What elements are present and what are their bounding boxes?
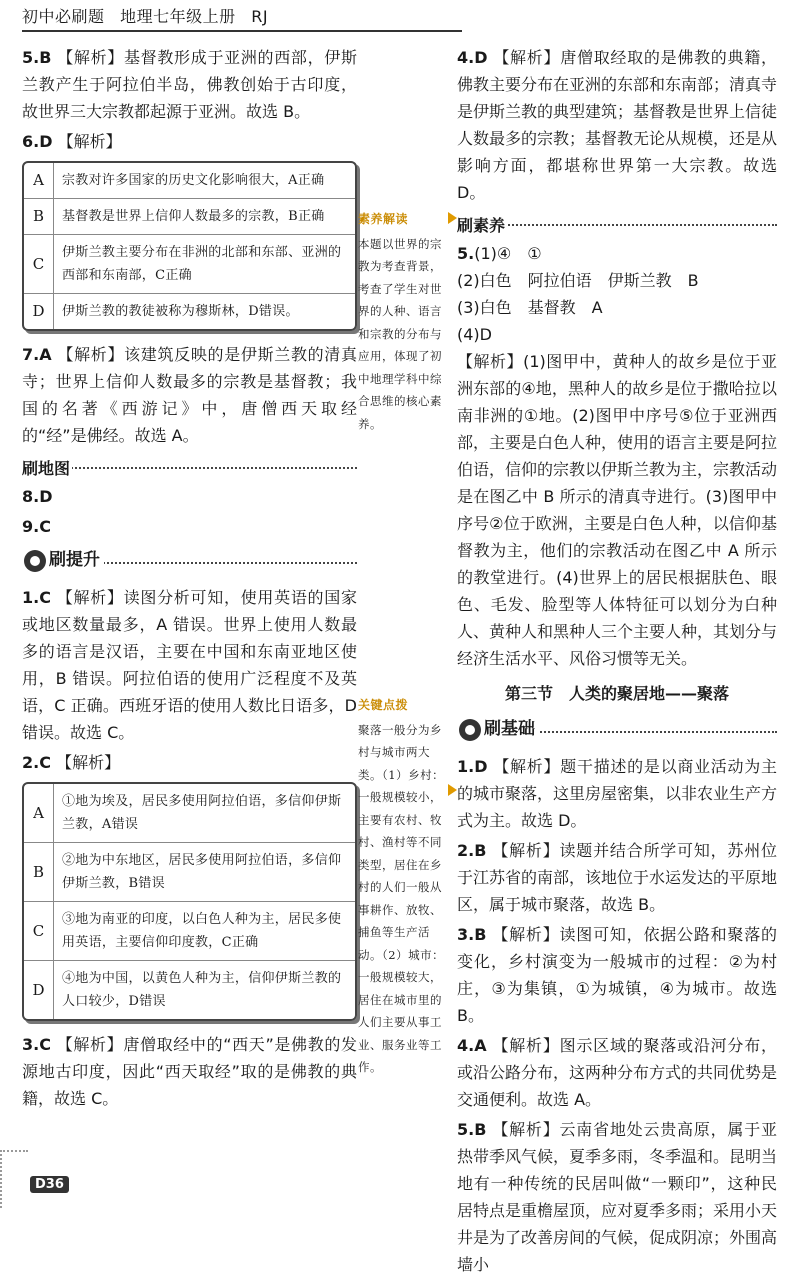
answer-item: 5.B 【解析】云南省地处云贵高原，属于亚热带季风气候，夏季多雨，冬季温和。昆明当地有一种传统的民居叫做“一颗印”，这种民居特点是重檐屋顶，应对夏季多雨；采用小天井是为了改善房间的气候，促成阴凉；外围高墙小	[457, 1120, 778, 1274]
answer-item: 3.B 【解析】读图可知，依据公路和聚落的变化，乡村演变为一般城市的过程：②为村庄，③为集镇，①为城镇，④为城市。故选 B。	[457, 925, 777, 1025]
section-banner: 刷基础	[457, 715, 777, 747]
page-header	[22, 4, 278, 30]
answer-item: 5.B 【解析】基督教形成于亚洲的西部，伊斯兰教产生于阿拉伯半岛，佛教创始于古印度，故世界三大宗教都起源于亚洲。故选 B。	[22, 48, 357, 121]
table-row: C 伊斯兰教主要分布在非洲的北部和东部、亚洲的西部和东南部，C正确	[24, 235, 355, 294]
answer-item: 4.D 【解析】唐僧取经取的是佛教的典籍，佛教主要分布在亚洲的东部和东南部；清真寺是伊斯兰教的典型建筑；基督教是世界上信徒人数最多的宗教；基督教无论从规模，还是从影响方面，都堪称世界第一大宗教。故选 D。	[457, 48, 778, 202]
header-rule	[22, 30, 462, 32]
left-column	[22, 44, 357, 1115]
edition: RJ	[251, 7, 269, 26]
section-title: 第三节 人类的聚居地——聚落	[504, 684, 729, 703]
book-title: 初中必刷题	[22, 7, 105, 26]
answer-item: 3.C 【解析】唐僧取经中的“西天”是佛教的发源地古印度，因此“西天取经”取的是佛教的典籍，故选 C。	[22, 1035, 357, 1108]
answer-item: 6.D 【解析】	[22, 132, 122, 151]
answer-item: 7.A 【解析】该建筑反映的是伊斯兰教的清真寺；世界上信仰人数最多的宗教是基督教；我国的名著《西游记》中，唐僧西天取经的“经”是佛经。故选 A。	[22, 345, 357, 445]
answer-item: 1.C 【解析】读图分析可知，使用英语的国家或地区数量最多，A 错误。世界上使用人数最多的语言是汉语，主要在中国和东南亚地区使用，B 错误。阿拉伯语的使用广泛程度不及英语，C 正确。西班牙语的使用人数比日语多，D 错误。故选 C。	[22, 588, 357, 742]
answer-item: 1.D 【解析】题干描述的是以商业活动为主的城市聚落，这里房屋密集，以非农业生产方式为主。故选 D。	[457, 757, 778, 830]
brush-icon	[459, 719, 481, 741]
table-row: D ④地为中国，以黄色人种为主，信仰伊斯兰教的人口较少，D错误	[24, 961, 355, 1019]
answer-item: 8.D	[22, 487, 53, 506]
table-row: C ③地为南亚的印度，以白色人种为主，居民多使用英语，主要信仰印度教，C正确	[24, 902, 355, 961]
answer-item: 2.B 【解析】读题并结合所学可知，苏州位于江苏省的南部，该地位于水运发达的平原地区，属于城市聚落，故选 B。	[457, 841, 778, 914]
answer-item: 4.A 【解析】图示区域的聚落或沿河分布，或沿公路分布，这两种分布方式的共同优势是交通便利。故选 A。	[457, 1036, 778, 1109]
pointer-arrow-icon	[448, 212, 457, 224]
brush-icon	[24, 550, 46, 572]
analysis-table	[22, 782, 357, 1021]
table-row: B 基督教是世界上信仰人数最多的宗教，B正确	[24, 199, 355, 235]
right-column	[457, 44, 777, 1281]
section-heading: 刷素养	[457, 212, 777, 236]
explanation: 【解析】(1)图甲中，黄种人的故乡是位于亚洲东部的④地，黑种人的故乡是位于撒哈拉以南非洲的①地。(2)图甲中序号⑤位于亚洲西部，主要是白色人种，使用的语言主要是阿拉伯语，信仰的宗教以伊斯兰教为主，宗教活动是在图乙中 B 所示的清真寺进行。(3)图甲中序号②位于欧洲，主要是白色人种，以信仰基督教为主，他们的宗教活动在图乙中 A 所示的教堂进行。(4)世界上的居民根据肤色、眼色、毛发、脸型等人体特征可以划分为白种人、黄种人和黑种人三个主要人种，其划分与经济生活水平、风俗习惯等无关。	[457, 352, 778, 668]
pointer-arrow-icon	[448, 784, 457, 796]
analysis-table	[22, 161, 357, 331]
section-heading: 刷地图	[22, 455, 357, 479]
table-row: A ①地为埃及，居民多使用阿拉伯语，多信仰伊斯兰教，A错误	[24, 784, 355, 843]
corner-decoration	[0, 1150, 28, 1208]
answer-item: 9.C	[22, 517, 51, 536]
page-number: D36	[30, 1176, 69, 1193]
literacy-note: 素养解读 本题以世界的宗教为考查背景，考查了学生对世界的人种、语言和宗教的分布与应用，体现了初中地理学科中综合思维的核心素养。	[358, 212, 442, 431]
table-row: A 宗教对许多国家的历史文化影响很大，A正确	[24, 163, 355, 199]
answer-item: 2.C 【解析】	[22, 753, 121, 772]
subject-title: 地理七年级上册	[120, 7, 236, 26]
answer-item: 5.(1)④ ① (2)白色 阿拉伯语 伊斯兰教 B (3)白色 基督教 A (4)D	[457, 244, 699, 344]
section-banner: 刷提升	[22, 546, 357, 578]
key-point-note: 关键点拨 聚落一般分为乡村与城市两大类。（1）乡村：一般规模较小，主要有农村、牧村、渔村等不同类型，居住在乡村的人们一般从事耕作、放牧、捕鱼等生产活动。（2）城市：一般规模较大，居住在城市里的人们主要从事工业、服务业等工作。	[358, 698, 445, 1074]
table-row: B ②地为中东地区，居民多使用阿拉伯语，多信仰伊斯兰教，B错误	[24, 843, 355, 902]
table-row: D 伊斯兰教的教徒被称为穆斯林，D错误。	[24, 294, 355, 329]
